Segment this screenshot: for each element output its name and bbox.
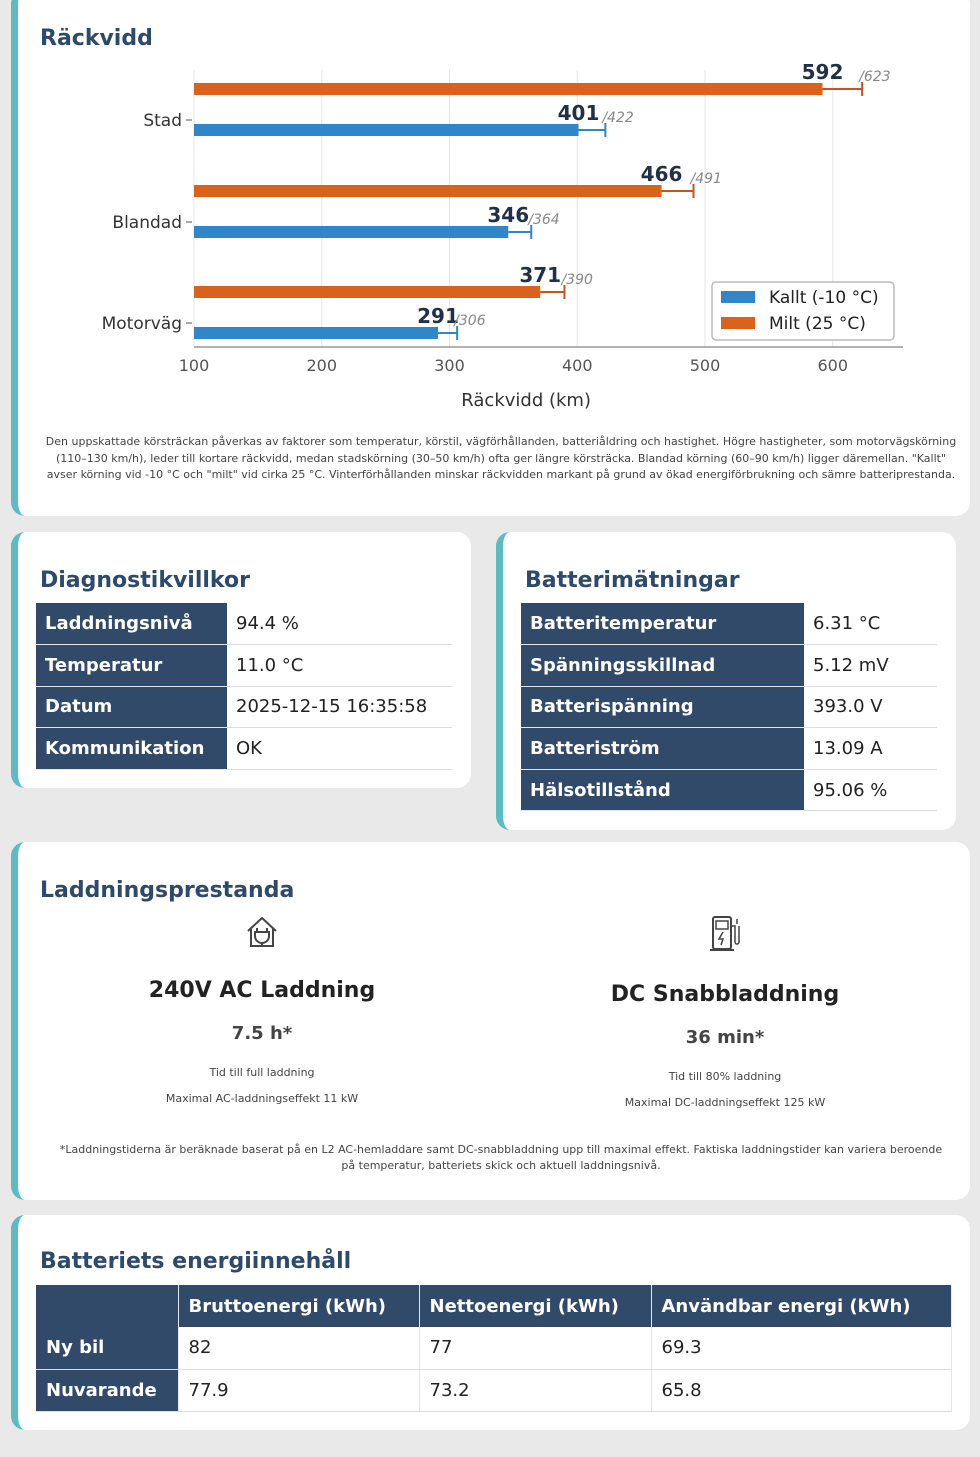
legend-label: Milt (25 °C): [769, 314, 866, 334]
battery-card: [496, 532, 956, 830]
max-label: /623: [859, 69, 891, 85]
row-key: Spänningsskillnad: [521, 645, 804, 687]
diagnostics-title: Diagnostikvillkor: [40, 568, 250, 593]
fast-charger-icon: [707, 914, 743, 954]
ac-charging: [112, 914, 412, 1105]
data-label: 466: [640, 162, 683, 186]
row-value: 11.0 °C: [227, 645, 452, 687]
diagnostics-table: [36, 603, 452, 770]
column-header: Nettoenergi (kWh): [419, 1285, 651, 1327]
row-key: Laddningsnivå: [36, 603, 227, 645]
row-label: Ny bil: [36, 1327, 178, 1369]
dc-sub1: Tid till 80% laddning: [668, 1070, 782, 1083]
row-value: 6.31 °C: [804, 603, 937, 645]
max-label: /306: [454, 313, 486, 329]
table-row: [36, 686, 452, 728]
battery-title: Batterimätningar: [525, 568, 740, 593]
row-label: Nuvarande: [36, 1369, 178, 1411]
table-row: [36, 1327, 952, 1369]
x-tick-label: 600: [817, 356, 849, 375]
energy-card: [11, 1215, 970, 1430]
table-row: [521, 603, 937, 645]
x-tick-label: 300: [434, 356, 465, 375]
table-cell: 69.3: [651, 1327, 952, 1369]
x-tick-label: 500: [689, 356, 721, 375]
legend-swatch: [721, 317, 755, 329]
max-label: /364: [528, 212, 560, 228]
data-label: 371: [519, 263, 562, 287]
data-label: 291: [417, 304, 459, 328]
row-key: Hälsotillstånd: [521, 769, 804, 811]
table-cell: 65.8: [651, 1369, 952, 1411]
ac-time: 7.5 h*: [231, 1023, 293, 1044]
charging-card: [11, 842, 970, 1200]
table-row: [521, 645, 937, 687]
range-card: [11, 0, 970, 516]
battery-table: [521, 603, 937, 811]
row-value: 94.4 %: [227, 603, 452, 645]
row-key: Datum: [36, 686, 227, 728]
row-key: Batteritemperatur: [521, 603, 804, 645]
column-header: [36, 1285, 178, 1327]
bar: [194, 83, 823, 95]
row-key: Temperatur: [36, 645, 227, 687]
ac-title: 240V AC Laddning: [148, 978, 376, 1003]
energy-title: Batteriets energiinnehåll: [40, 1249, 352, 1274]
row-value: 95.06 %: [804, 769, 937, 811]
bar: [194, 226, 508, 238]
row-key: Batteriström: [521, 728, 804, 770]
data-label: 401: [557, 101, 600, 125]
charging-note: *Laddningstiderna är beräknade baserat på en L2 AC-hemladdare samt DC-snabbladdning upp till maximal effekt. Faktiska laddningstider kan variera beroende på temperatur, batteriets skick och aktuell laddningsnivå.: [59, 1143, 943, 1172]
dc-title: DC Snabbladdning: [610, 982, 840, 1007]
category-label: Blandad: [112, 213, 182, 233]
table-row: [521, 769, 937, 811]
data-label: 346: [487, 203, 530, 227]
bar: [194, 286, 540, 298]
category-label: Stad: [143, 111, 182, 131]
table-cell: 73.2: [419, 1369, 651, 1411]
energy-table: [36, 1285, 952, 1412]
range-title: Räckvidd: [40, 26, 153, 51]
data-label: 592: [801, 60, 844, 84]
column-header: Bruttoenergi (kWh): [178, 1285, 419, 1327]
table-header-row: [36, 1285, 952, 1327]
table-row: [36, 728, 452, 770]
range-chart: [18, 0, 970, 420]
dc-sub2: Maximal DC-laddningseffekt 125 kW: [624, 1096, 826, 1109]
row-key: Kommunikation: [36, 728, 227, 770]
bar: [194, 185, 662, 197]
x-tick-label: 100: [178, 356, 210, 375]
legend-label: Kallt (-10 °C): [769, 288, 879, 308]
table-cell: 77: [419, 1327, 651, 1369]
dc-time: 36 min*: [685, 1027, 765, 1048]
x-axis-label: Räckvidd (km): [461, 390, 591, 411]
row-value: OK: [227, 728, 452, 770]
max-label: /390: [561, 272, 593, 288]
table-row: [521, 728, 937, 770]
category-label: Motorväg: [101, 314, 182, 334]
row-key: Batterispänning: [521, 686, 804, 728]
table-cell: 82: [178, 1327, 419, 1369]
diagnostics-card: [11, 532, 471, 788]
bar: [194, 327, 438, 339]
row-value: 13.09 A: [804, 728, 937, 770]
legend-swatch: [721, 291, 755, 303]
table-row: [36, 603, 452, 645]
x-tick-label: 200: [306, 356, 338, 375]
ac-sub1: Tid till full laddning: [209, 1066, 315, 1079]
table-row: [36, 1369, 952, 1411]
range-note: Den uppskattade körsträckan påverkas av faktorer som temperatur, körstil, vägförhållanden, batteriåldring och hastighet. Högre hastigheter, som motorvägskörning (110–130 km/h), leder till kortare räckvidd, medan stadskörning (30–50 km/h) ofta ger längre körsträcka. Blandad körning (60–90 km/h) ligger däremellan. "Kallt" avser körning vid -10 °C och "milt" vid cirka 25 °C. Vinterförhållanden minskar räckvidden markant på grund av ökad energiförbrukning och sämre batteriprestanda.: [45, 435, 957, 481]
charging-title: Laddningsprestanda: [40, 878, 295, 903]
max-label: /491: [690, 171, 722, 187]
max-label: /422: [602, 110, 634, 126]
row-value: 393.0 V: [804, 686, 937, 728]
table-cell: 77.9: [178, 1369, 419, 1411]
dc-charging: [570, 914, 880, 1109]
table-row: [36, 645, 452, 687]
bar: [194, 124, 579, 136]
x-tick-label: 400: [561, 356, 593, 375]
table-row: [521, 686, 937, 728]
row-value: 5.12 mV: [804, 645, 937, 687]
ac-sub2: Maximal AC-laddningseffekt 11 kW: [165, 1092, 359, 1105]
home-charger-icon: [244, 914, 280, 950]
column-header: Användbar energi (kWh): [651, 1285, 952, 1327]
row-value: 2025-12-15 16:35:58: [227, 686, 452, 728]
